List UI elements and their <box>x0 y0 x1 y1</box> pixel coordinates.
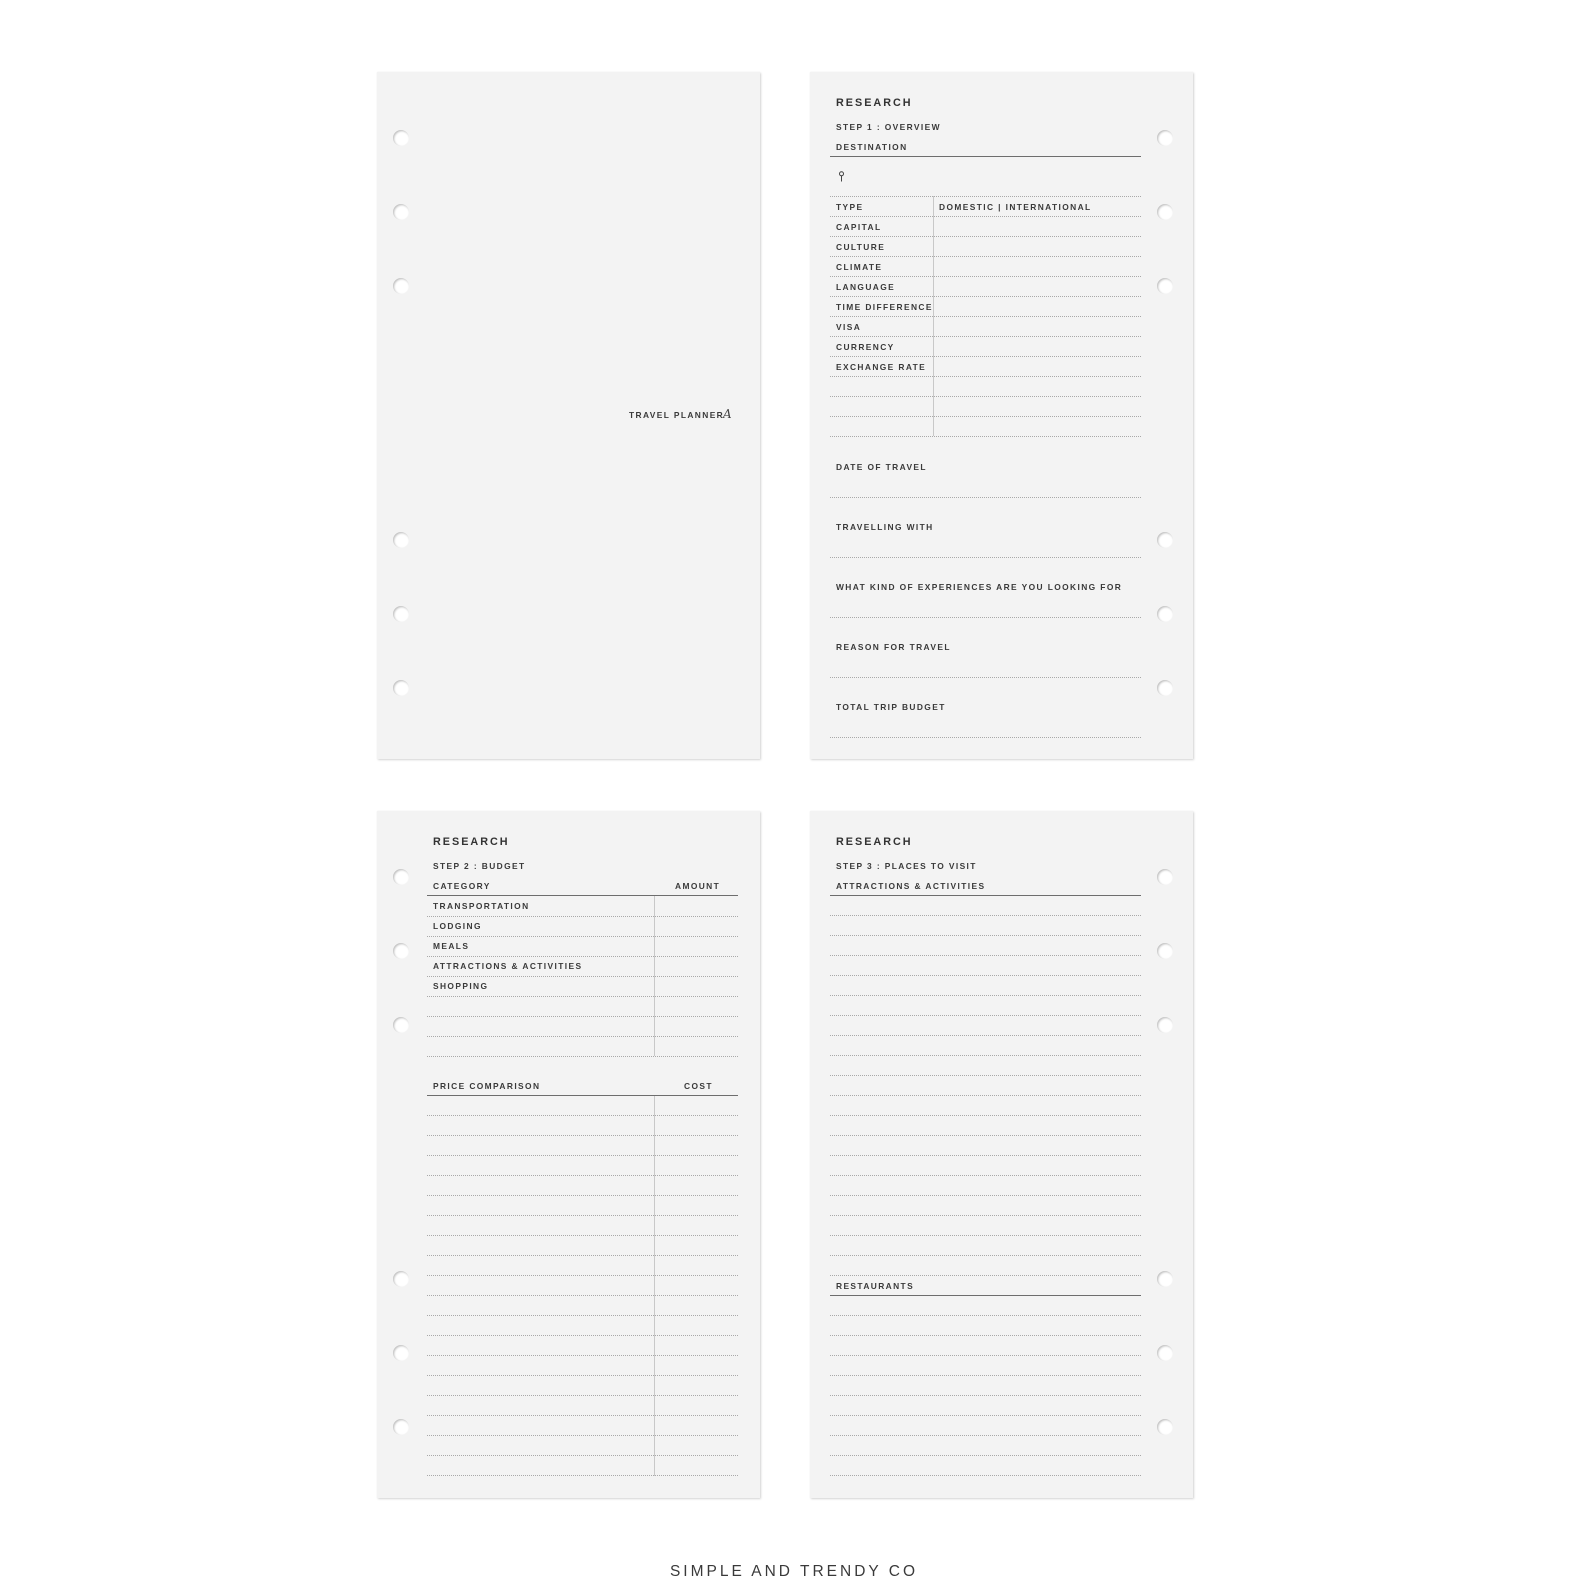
price-row-line <box>427 1335 738 1336</box>
price-row-line <box>427 1175 738 1176</box>
section-line <box>830 737 1141 738</box>
attraction-row-line <box>830 1015 1141 1016</box>
attraction-row-line <box>830 1235 1141 1236</box>
price-row-line <box>427 1295 738 1296</box>
table-row-label: CULTURE <box>836 242 886 252</box>
attraction-row-line <box>830 975 1141 976</box>
overview-page <box>810 72 1193 759</box>
price-row-line <box>427 1255 738 1256</box>
destination-label: DESTINATION <box>836 142 908 152</box>
budget-row-line <box>427 936 738 937</box>
binder-hole <box>1157 1419 1173 1435</box>
binder-hole <box>393 1345 409 1361</box>
restaurants-header: RESTAURANTS <box>836 1281 915 1291</box>
binder-hole <box>393 680 409 696</box>
location-pin-icon <box>838 171 845 182</box>
attraction-row-line <box>830 1035 1141 1036</box>
price-divider <box>654 1096 655 1476</box>
binder-hole <box>393 278 409 294</box>
restaurant-row-line <box>830 1375 1141 1376</box>
binder-hole <box>1157 869 1173 885</box>
attraction-row-line <box>830 935 1141 936</box>
binder-hole <box>393 204 409 220</box>
destination-rule <box>830 156 1141 157</box>
table-row-line <box>830 356 1141 357</box>
attraction-row-line <box>830 1195 1141 1196</box>
binder-hole <box>1157 278 1173 294</box>
binder-hole <box>1157 532 1173 548</box>
binder-hole <box>1157 1345 1173 1361</box>
table-row-label: CAPITAL <box>836 222 882 232</box>
section-line <box>830 677 1141 678</box>
attraction-row-line <box>830 1175 1141 1176</box>
attractions-rule <box>830 895 1141 896</box>
binder-hole <box>393 130 409 146</box>
binder-hole <box>1157 204 1173 220</box>
table-row-label: VISA <box>836 322 862 332</box>
budget-row-line <box>427 1036 738 1037</box>
amount-header: AMOUNT <box>675 881 721 891</box>
binder-hole <box>393 606 409 622</box>
brand-caption: SIMPLE AND TRENDY CO <box>669 1563 919 1580</box>
cost-header: COST <box>684 1081 713 1091</box>
binder-hole <box>1157 130 1173 146</box>
table-row-line <box>830 296 1141 297</box>
restaurant-row-line <box>830 1355 1141 1356</box>
page-title: RESEARCH <box>836 97 913 109</box>
step-label: STEP 2 : BUDGET <box>433 861 526 871</box>
price-row-line <box>427 1215 738 1216</box>
binder-hole <box>393 869 409 885</box>
binder-hole <box>1157 1271 1173 1287</box>
attraction-row-line <box>830 1095 1141 1096</box>
budget-row-label: TRANSPORTATION <box>433 901 530 911</box>
page-title: RESEARCH <box>836 836 913 848</box>
restaurants-rule <box>830 1295 1141 1296</box>
table-row-line <box>830 416 1141 417</box>
budget-row-label: ATTRACTIONS & ACTIVITIES <box>433 961 583 971</box>
attraction-row-line <box>830 995 1141 996</box>
price-row-line <box>427 1355 738 1356</box>
restaurant-row-line <box>830 1315 1141 1316</box>
attraction-row-line <box>830 1155 1141 1156</box>
cover-page <box>377 72 760 759</box>
price-row-line <box>427 1195 738 1196</box>
budget-row-line <box>427 996 738 997</box>
binder-hole <box>1157 1017 1173 1033</box>
price-row-line <box>427 1395 738 1396</box>
budget-row-label: MEALS <box>433 941 470 951</box>
section-label: REASON FOR TRAVEL <box>836 642 951 652</box>
table-row-line <box>830 376 1141 377</box>
type-value: DOMESTIC | INTERNATIONAL <box>939 202 1092 212</box>
binder-hole <box>1157 606 1173 622</box>
binder-hole <box>393 1271 409 1287</box>
section-label: WHAT KIND OF EXPERIENCES ARE YOU LOOKING FOR <box>836 582 1123 592</box>
price-row-line <box>427 1315 738 1316</box>
budget-row-line <box>427 956 738 957</box>
places-page <box>810 811 1193 1498</box>
binder-hole <box>393 1419 409 1435</box>
attraction-row-line <box>830 1115 1141 1116</box>
attraction-row-line <box>830 955 1141 956</box>
table-row-line <box>830 236 1141 237</box>
destination-line <box>830 196 1141 197</box>
attraction-row-line <box>830 1135 1141 1136</box>
attraction-row-line <box>830 1055 1141 1056</box>
restaurant-row-line <box>830 1335 1141 1336</box>
page-title: RESEARCH <box>433 836 510 848</box>
binder-hole <box>393 943 409 959</box>
category-header: CATEGORY <box>433 881 491 891</box>
attractions-header: ATTRACTIONS & ACTIVITIES <box>836 881 986 891</box>
price-row-line <box>427 1375 738 1376</box>
brand-logo-icon: A <box>723 407 732 421</box>
section-line <box>830 497 1141 498</box>
price-row-line <box>427 1475 738 1476</box>
binder-hole <box>393 1017 409 1033</box>
table-row-label: LANGUAGE <box>836 282 896 292</box>
price-row-line <box>427 1115 738 1116</box>
section-line <box>830 617 1141 618</box>
budget-row-line <box>427 916 738 917</box>
restaurant-row-line <box>830 1435 1141 1436</box>
binder-hole <box>393 532 409 548</box>
table-row-label: CURRENCY <box>836 342 895 352</box>
price-row-line <box>427 1275 738 1276</box>
attraction-row-line <box>830 1275 1141 1276</box>
section-label: DATE OF TRAVEL <box>836 462 927 472</box>
restaurant-row-line <box>830 1455 1141 1456</box>
budget-page <box>377 811 760 1498</box>
budget-row-label: SHOPPING <box>433 981 489 991</box>
table-row-line <box>830 256 1141 257</box>
table-row-label: CLIMATE <box>836 262 883 272</box>
step-label: STEP 3 : PLACES TO VISIT <box>836 861 977 871</box>
attraction-row-line <box>830 1255 1141 1256</box>
step-label: STEP 1 : OVERVIEW <box>836 122 941 132</box>
table-row-label: TIME DIFFERENCE <box>836 302 933 312</box>
attraction-row-line <box>830 1075 1141 1076</box>
table-row-line <box>830 396 1141 397</box>
budget-row-line <box>427 1016 738 1017</box>
binder-hole <box>1157 680 1173 696</box>
cover-title: TRAVEL PLANNER <box>629 410 725 420</box>
price-row-line <box>427 1455 738 1456</box>
table-row-line <box>830 216 1141 217</box>
section-line <box>830 557 1141 558</box>
price-row-line <box>427 1235 738 1236</box>
price-comparison-header: PRICE COMPARISON <box>433 1081 541 1091</box>
section-label: TOTAL TRIP BUDGET <box>836 702 946 712</box>
restaurant-row-line <box>830 1475 1141 1476</box>
price-row-line <box>427 1135 738 1136</box>
table-row-line <box>830 316 1141 317</box>
attraction-row-line <box>830 915 1141 916</box>
price-row-line <box>427 1415 738 1416</box>
budget-row-label: LODGING <box>433 921 482 931</box>
price-header-rule <box>427 1095 738 1096</box>
section-label: TRAVELLING WITH <box>836 522 934 532</box>
budget-row-line <box>427 976 738 977</box>
table-row-label: EXCHANGE RATE <box>836 362 927 372</box>
price-row-line <box>427 1435 738 1436</box>
budget-header-rule <box>427 895 738 896</box>
restaurant-row-line <box>830 1395 1141 1396</box>
type-label: TYPE <box>836 202 864 212</box>
table-row-line <box>830 436 1141 437</box>
binder-hole <box>1157 943 1173 959</box>
restaurant-row-line <box>830 1415 1141 1416</box>
price-row-line <box>427 1155 738 1156</box>
budget-row-line <box>427 1056 738 1057</box>
attraction-row-line <box>830 1215 1141 1216</box>
table-row-line <box>830 276 1141 277</box>
table-row-line <box>830 336 1141 337</box>
